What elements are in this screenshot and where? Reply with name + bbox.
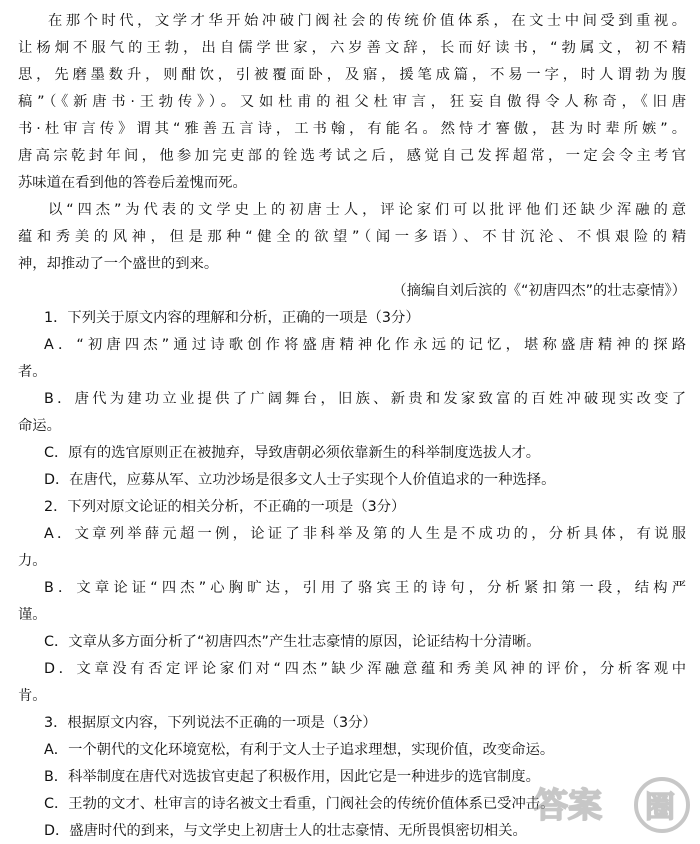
source-citation: （摘编自刘后滨的《“初唐四杰”的壮志豪情》）	[392, 283, 686, 299]
question-1-option-b-cont: 命运。	[18, 418, 61, 434]
question-1-stem: 1．下列关于原文内容的理解和分析，正确的一项是（3分）	[44, 310, 420, 326]
question-2-option-a: A．文章列举薛元超一例，论证了非科举及第的人生是不成功的，分析具体，有说服	[44, 526, 686, 542]
svg-text:圈: 圈	[645, 790, 675, 825]
question-1-option-d: D．在唐代，应募从军、立功沙场是很多文人士子实现个人价值追求的一种选择。	[44, 472, 556, 488]
question-2-option-c: C．文章从多方面分析了“初唐四杰”产生壮志豪情的原因，论证结构十分清晰。	[44, 634, 541, 650]
question-1-option-a-cont: 者。	[18, 364, 47, 380]
question-3-option-b: B．科举制度在唐代对选拔官吏起了积极作用，因此它是一种进步的选官制度。	[44, 769, 540, 785]
passage-paragraph-line: 思，先磨墨数升，则酣饮，引被覆面卧，及寤，援笔成篇，不易一字，时人谓勃为腹	[18, 67, 686, 83]
passage-paragraph-line: 唐高宗乾封年间，他参加完吏部的铨选考试之后，感觉自己发挥超常，一定会令主考官	[18, 148, 686, 164]
question-3-option-a: A．一个朝代的文化环境宽松，有利于文人士子追求理想，实现价值，改变命运。	[44, 742, 555, 758]
passage-paragraph-line: 蕴和秀美的风神，但是那种“健全的欲望”（闻一多语）、不甘沉沦、不惧艰险的精	[18, 229, 686, 245]
question-2-option-b-cont: 谨。	[18, 607, 47, 623]
question-2-option-b: B．文章论证“四杰”心胸旷达，引用了骆宾王的诗句，分析紧扣第一段，结构严	[44, 580, 686, 596]
question-3-stem: 3．根据原文内容，下列说法不正确的一项是（3分）	[44, 715, 377, 731]
passage-paragraph-line: 书·杜审言传》谓其“雅善五言诗，工书翰，有能名。然恃才謇傲，甚为时辈所嫉”。	[18, 121, 686, 137]
passage-paragraph-line: 在那个时代，文学才华开始冲破门阀社会的传统价值体系，在文士中间受到重视。	[48, 13, 686, 29]
passage-paragraph-line: 稿”（《新唐书·王勃传》）。又如杜甫的祖父杜审言，狂妄自傲得令人称奇，《旧唐	[18, 94, 686, 110]
question-2-option-a-cont: 力。	[18, 553, 47, 569]
passage-paragraph-line: 以“四杰”为代表的文学史上的初唐士人，评论家们可以批评他们还缺少浑融的意	[48, 202, 686, 218]
passage-paragraph-line: 让杨炯不服气的王勃，出自儒学世家，六岁善文辞，长而好读书，“勃属文，初不精	[18, 40, 686, 56]
question-1-option-b: B．唐代为建功立业提供了广阔舞台，旧族、新贵和发家致富的百姓冲破现实改变了	[44, 391, 686, 407]
question-3-option-d: D．盛唐时代的到来，与文学史上初唐士人的壮志豪情、无所畏惧密切相关。	[44, 823, 527, 839]
question-2-option-d: D．文章没有否定评论家们对“四杰”缺少浑融意蕴和秀美风神的评价，分析客观中	[44, 661, 686, 677]
passage-paragraph-line: 苏味道在看到他的答卷后羞愧而死。	[18, 175, 247, 191]
question-3-option-c: C．王勃的文才、杜审言的诗名被文士看重，门阀社会的传统价值体系已受冲击。	[44, 796, 555, 812]
svg-text:答案: 答案	[534, 786, 602, 826]
answer-circle-watermark-logo	[524, 773, 694, 837]
question-2-option-d-cont: 肯。	[18, 688, 47, 704]
question-1-option-c: C．原有的选官原则正在被抛弃，导致唐朝必须依靠新生的科举制度选拔人才。	[44, 445, 541, 461]
question-1-option-a: A．“初唐四杰”通过诗歌创作将盛唐精神化作永远的记忆，堪称盛唐精神的探路	[44, 337, 686, 353]
question-2-stem: 2．下列对原文论证的相关分析，不正确的一项是（3分）	[44, 499, 406, 515]
passage-paragraph-line: 神，却推动了一个盛世的到来。	[18, 256, 219, 272]
